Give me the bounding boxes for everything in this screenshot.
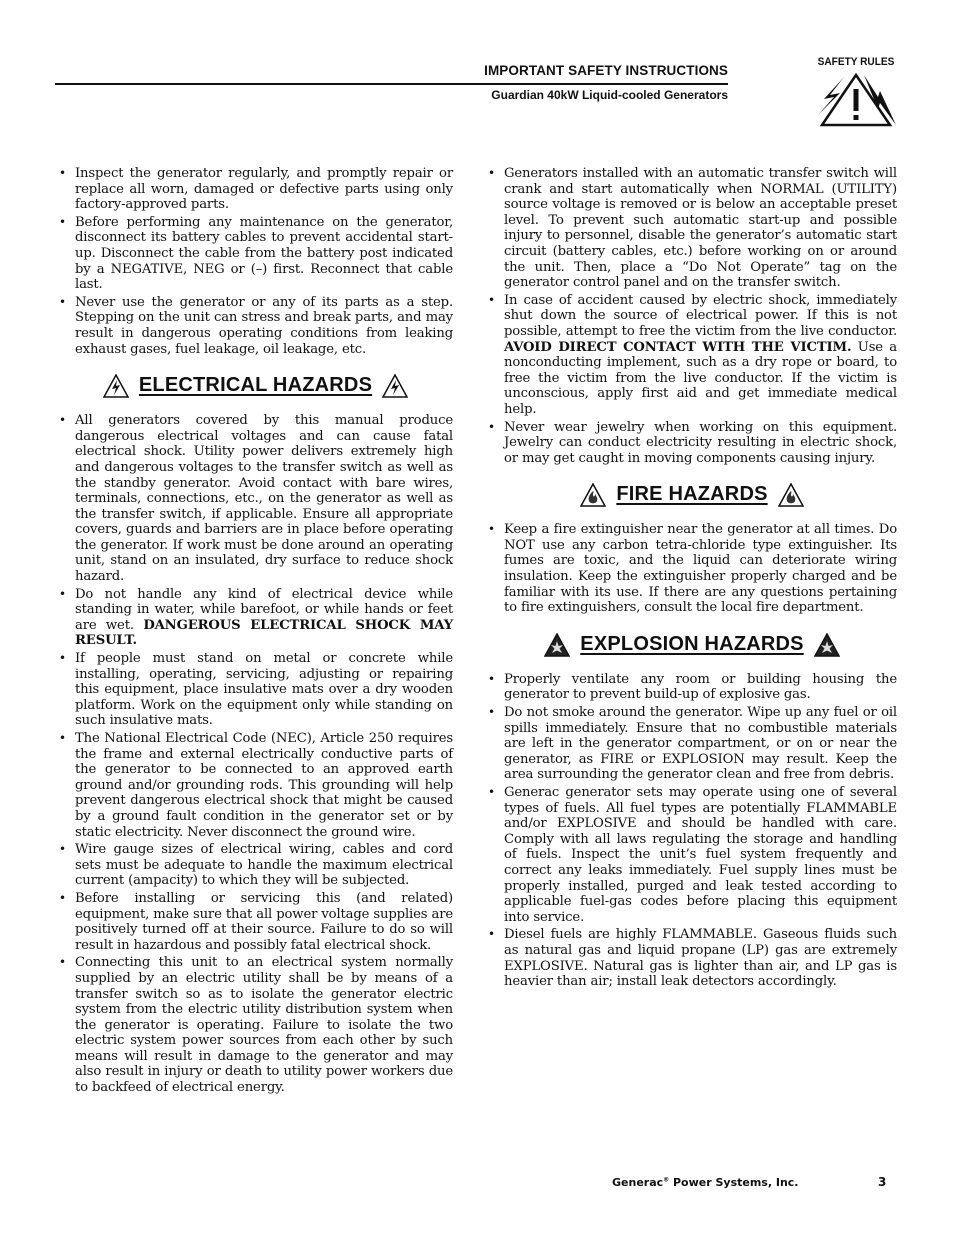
list-item: • Keep a fire extinguisher near the generator at all times. Do NOT use any carbon tetra-chloride type extinguisher. Its fumes are toxic, and the liquid can deteriorate wiring insulation. Keep the extinguisher properly charged and be familiar with its use. If there are any questions pertaining to fire extinguishers, consult the local fire department.	[487, 522, 897, 616]
list-item: • Before performing any maintenance on the generator, disconnect its battery cables to prevent accidental start-up. Disconnect the cable from the battery post indicated by a NEGATIVE, NEG or (–) first. Reconnect that cable last.	[58, 215, 453, 293]
list-item: • Generac generator sets may operate using one of several types of fuels. All fuel types are potentially FLAMMABLE and/or EXPLOSIVE and should be handled with care. Comply with all laws regulating the storage and handling of fuels. Inspect the unit’s fuel system frequently and correct any leaks immediately. Fuel supply lines must be properly installed, purged and leak tested according to applicable fuel-gas codes before placing this equipment into service.	[487, 785, 897, 925]
warning-emphasis: AVOID DIRECT CONTACT WITH THE VICTIM.	[504, 339, 852, 355]
list-item: • Wire gauge sizes of electrical wiring, cables and cord sets must be adequate to handle the maximum electrical current (ampacity) to which they will be subjected.	[58, 842, 453, 889]
list-item: • The National Electrical Code (NEC), Article 250 requires the frame and external electrically conductive parts of the generator to be connected to an approved earth ground and/or grounding rods. This grounding will help prevent dangerous electrical shock that might be caused by a ground fault condition in the generator set or by static electricity. Never disconnect the ground wire.	[58, 731, 453, 840]
electrical-hazards-list	[58, 413, 453, 1096]
list-item: • If people must stand on metal or concrete while installing, operating, servicing, adjusting or repairing this equipment, place insulative mats over a dry wooden platform. Work on the equipment only while standing on such insulative mats.	[58, 651, 453, 729]
fire-hazard-icon	[580, 483, 606, 507]
safety-rules-badge	[806, 56, 906, 128]
header-title: IMPORTANT SAFETY INSTRUCTIONS	[484, 63, 728, 78]
list-item: • Never use the generator or any of its parts as a step. Stepping on the unit can stress and break parts, and may result in dangerous operating conditions from leaking exhaust gases, fuel leakage, oil leakage, etc.	[58, 295, 453, 357]
fire-hazards-list	[487, 522, 897, 616]
header-rule	[55, 83, 728, 85]
left-column	[58, 166, 453, 1098]
footer-company: Generac® Power Systems, Inc.	[612, 1176, 799, 1189]
explosion-hazards-heading	[487, 630, 897, 660]
explosion-hazards-list	[487, 672, 897, 990]
general-safety-list	[58, 166, 453, 357]
list-item: • Inspect the generator regularly, and promptly repair or replace all worn, damaged or defective parts using only factory-approved parts.	[58, 166, 453, 213]
explosion-hazard-icon	[814, 633, 840, 657]
section-title: FIRE HAZARDS	[616, 483, 768, 506]
continued-electrical-list	[487, 166, 897, 466]
electrical-hazard-icon	[103, 374, 129, 398]
section-title: ELECTRICAL HAZARDS	[138, 374, 373, 397]
fire-hazard-icon	[778, 483, 804, 507]
page-number: 3	[878, 1175, 887, 1189]
list-item: • In case of accident caused by electric shock, immediately shut down the source of electrical power. If this is not possible, attempt to free the victim from the live conductor. AVOID DIRECT CONTACT WITH THE VICTIM. Use a nonconducting implement, such as a dry rope or board, to free the victim from the live conductor. If the victim is unconscious, apply first aid and get immediate medical help.	[487, 293, 897, 418]
electrical-hazard-icon	[382, 374, 408, 398]
list-item: • Connecting this unit to an electrical system normally supplied by an electric utility shall be by means of a transfer switch so as to isolate the generator electric system from the electric utility distribution system when the generator is operating. Failure to isolate the two electric system power sources from each other by such means will result in damage to the generator and may also result in injury or death to utility power workers due to backfeed of electrical energy.	[58, 955, 453, 1095]
list-item: • Never wear jewelry when working on this equipment. Jewelry can conduct electricity resulting in electric shock, or may get caught in moving components causing injury.	[487, 420, 897, 467]
explosion-hazard-icon	[544, 633, 570, 657]
header-subtitle: Guardian 40kW Liquid-cooled Generators	[491, 88, 728, 102]
list-item: • Do not smoke around the generator. Wipe up any fuel or oil spills immediately. Ensure that no combustible materials are left in the generator compartment, or on or near the generator, as FIRE or EXPLOSION may result. Keep the area surrounding the generator clean and free from debris.	[487, 705, 897, 783]
list-item: • Properly ventilate any room or building housing the generator to prevent build-up of explosive gas.	[487, 672, 897, 703]
safety-rules-label: SAFETY RULES	[817, 56, 895, 68]
right-column	[487, 166, 897, 992]
warning-triangle-lightning-icon	[814, 71, 898, 127]
list-item: • Do not handle any kind of electrical device while standing in water, while barefoot, or while hands or feet are wet. DANGEROUS ELECTRICAL SHOCK MAY RESULT.	[58, 587, 453, 649]
electrical-hazards-heading	[58, 371, 453, 401]
section-title: EXPLOSION HAZARDS	[580, 633, 804, 656]
list-item: • Before installing or servicing this (and related) equipment, make sure that all power voltage supplies are positively turned off at their source. Failure to do so will result in hazardous and possibly fatal electrical shock.	[58, 891, 453, 953]
fire-hazards-heading	[487, 480, 897, 510]
list-item: • All generators covered by this manual produce dangerous electrical voltages and can cause fatal electrical shock. Utility power delivers extremely high and dangerous voltages to the transfer switch as well as the standby generator. Avoid contact with bare wires, terminals, connections, etc., on the generator as well as the transfer switch, if applicable. Ensure all appropriate covers, guards and barriers are in place before operating the generator. If work must be done around an operating unit, stand on an insulated, dry surface to reduce shock hazard.	[58, 413, 453, 585]
warning-emphasis: DANGEROUS ELECTRICAL SHOCK MAY RESULT.	[75, 617, 453, 649]
list-item: • Diesel fuels are highly FLAMMABLE. Gaseous fluids such as natural gas and liquid propane (LP) gas are extremely EXPLOSIVE. Natural gas is lighter than air, and LP gas is heavier than air; install leak detectors accordingly.	[487, 927, 897, 989]
list-item: • Generators installed with an automatic transfer switch will crank and start automatically when NORMAL (UTILITY) source voltage is removed or is below an acceptable preset level. To prevent such automatic start-up and possible injury to personnel, disable the generator’s automatic start circuit (battery cables, etc.) before working on or around the unit. Then, place a “Do Not Operate” tag on the generator control panel and on the transfer switch.	[487, 166, 897, 291]
